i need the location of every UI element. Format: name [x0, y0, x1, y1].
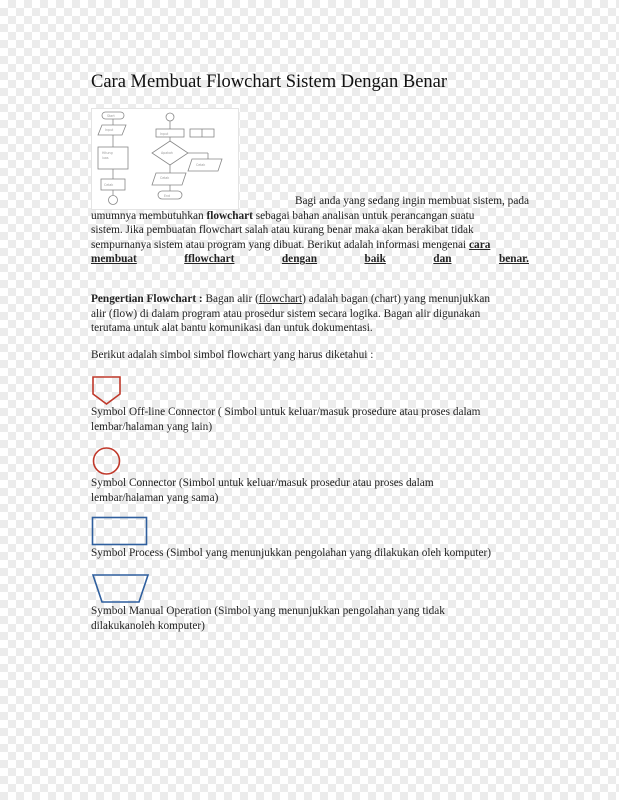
intro-line-1: Bagi anda yang sedang ingin membuat sistem, pada [294, 195, 529, 207]
intro-word[interactable]: benar. [498, 253, 529, 266]
symbol-description-line: dilakukanoleh komputer) [91, 619, 205, 632]
definition-text-b: ) adalah bagan (chart) yang menunjukkan [302, 293, 491, 305]
process-rectangle-icon [91, 516, 149, 548]
intro-line-4a: sempurnanya sistem atau program yang dibuat. Berikut adalah informasi mengenai [91, 238, 470, 251]
definition-text-a: Bagan alir ( [202, 293, 259, 305]
intro-line-2a: umumnya membutuhkan [91, 209, 207, 222]
flowchart-link[interactable]: flowchart [258, 293, 303, 305]
symbol-description-line: Symbol Process (Simbol yang menunjukkan pengolahan yang dilakukan oleh komputer) [91, 547, 492, 559]
symbols-list-intro: Berikut adalah simbol simbol flowchart yang harus diketahui : [91, 349, 374, 361]
svg-text:Hitung: Hitung [102, 151, 113, 155]
svg-text:Input: Input [160, 132, 169, 136]
svg-text:Cetak: Cetak [196, 163, 206, 167]
symbol-description-line: Symbol Off-line Connector ( Simbol untuk keluar/masuk prosedure atau proses dalam [91, 406, 481, 418]
definition-paragraph [91, 292, 529, 336]
symbol-description-line: Symbol Manual Operation (Simbol yang menunjukkan pengolahan yang tidak [91, 605, 445, 617]
intro-paragraph [91, 194, 529, 267]
definition-line-3: terutama untuk alat bantu komunikasi dan untuk dokumentasi. [91, 322, 373, 335]
intro-flowchart-bold: flowchart [206, 209, 253, 222]
svg-text:Input: Input [105, 128, 114, 132]
intro-word[interactable]: dengan [281, 253, 318, 266]
symbol-offline-connector-text [91, 405, 529, 434]
symbol-manual-operation-text [91, 604, 529, 633]
svg-text:Cetak: Cetak [160, 176, 170, 180]
symbol-description-line: Symbol Connector (Simbol untuk keluar/masuk prosedur atau proses dalam [91, 477, 434, 489]
svg-text:Cetak: Cetak [104, 183, 114, 187]
svg-text:Start: Start [107, 114, 115, 118]
intro-line-2b: sebagai bahan analisan untuk perancangan suatu [252, 209, 475, 222]
symbol-process-text [91, 546, 529, 561]
intro-word[interactable]: membuat [91, 253, 137, 266]
symbol-description-line: lembar/halaman yang lain) [91, 420, 213, 433]
intro-word[interactable]: dan [433, 253, 452, 266]
intro-word[interactable]: baik [364, 253, 386, 266]
intro-line-5[interactable] [91, 252, 529, 267]
symbol-connector-text [91, 476, 529, 505]
svg-text:luas: luas [102, 156, 109, 160]
intro-line-3: sistem. Jika pembuatan flowchart salah atau kurang benar maka akan berakibat tidak [91, 224, 474, 237]
svg-text:End: End [164, 194, 171, 198]
connector-circle-icon [91, 446, 123, 476]
definition-label: Pengertian Flowchart : [91, 293, 203, 305]
intro-word[interactable]: fflowchart [184, 253, 235, 266]
page-title: Cara Membuat Flowchart Sistem Dengan Benar [91, 72, 448, 92]
symbol-description-line: lembar/halaman yang sama) [91, 491, 219, 504]
svg-text:Apakah: Apakah [161, 151, 173, 155]
cara-link[interactable]: cara [469, 238, 491, 251]
definition-line-2: alir (flow) di dalam program atau prosedur sistem secara logika. Bagan alir digunakan [91, 307, 481, 320]
offline-connector-icon [91, 376, 123, 406]
manual-operation-icon [91, 573, 151, 605]
